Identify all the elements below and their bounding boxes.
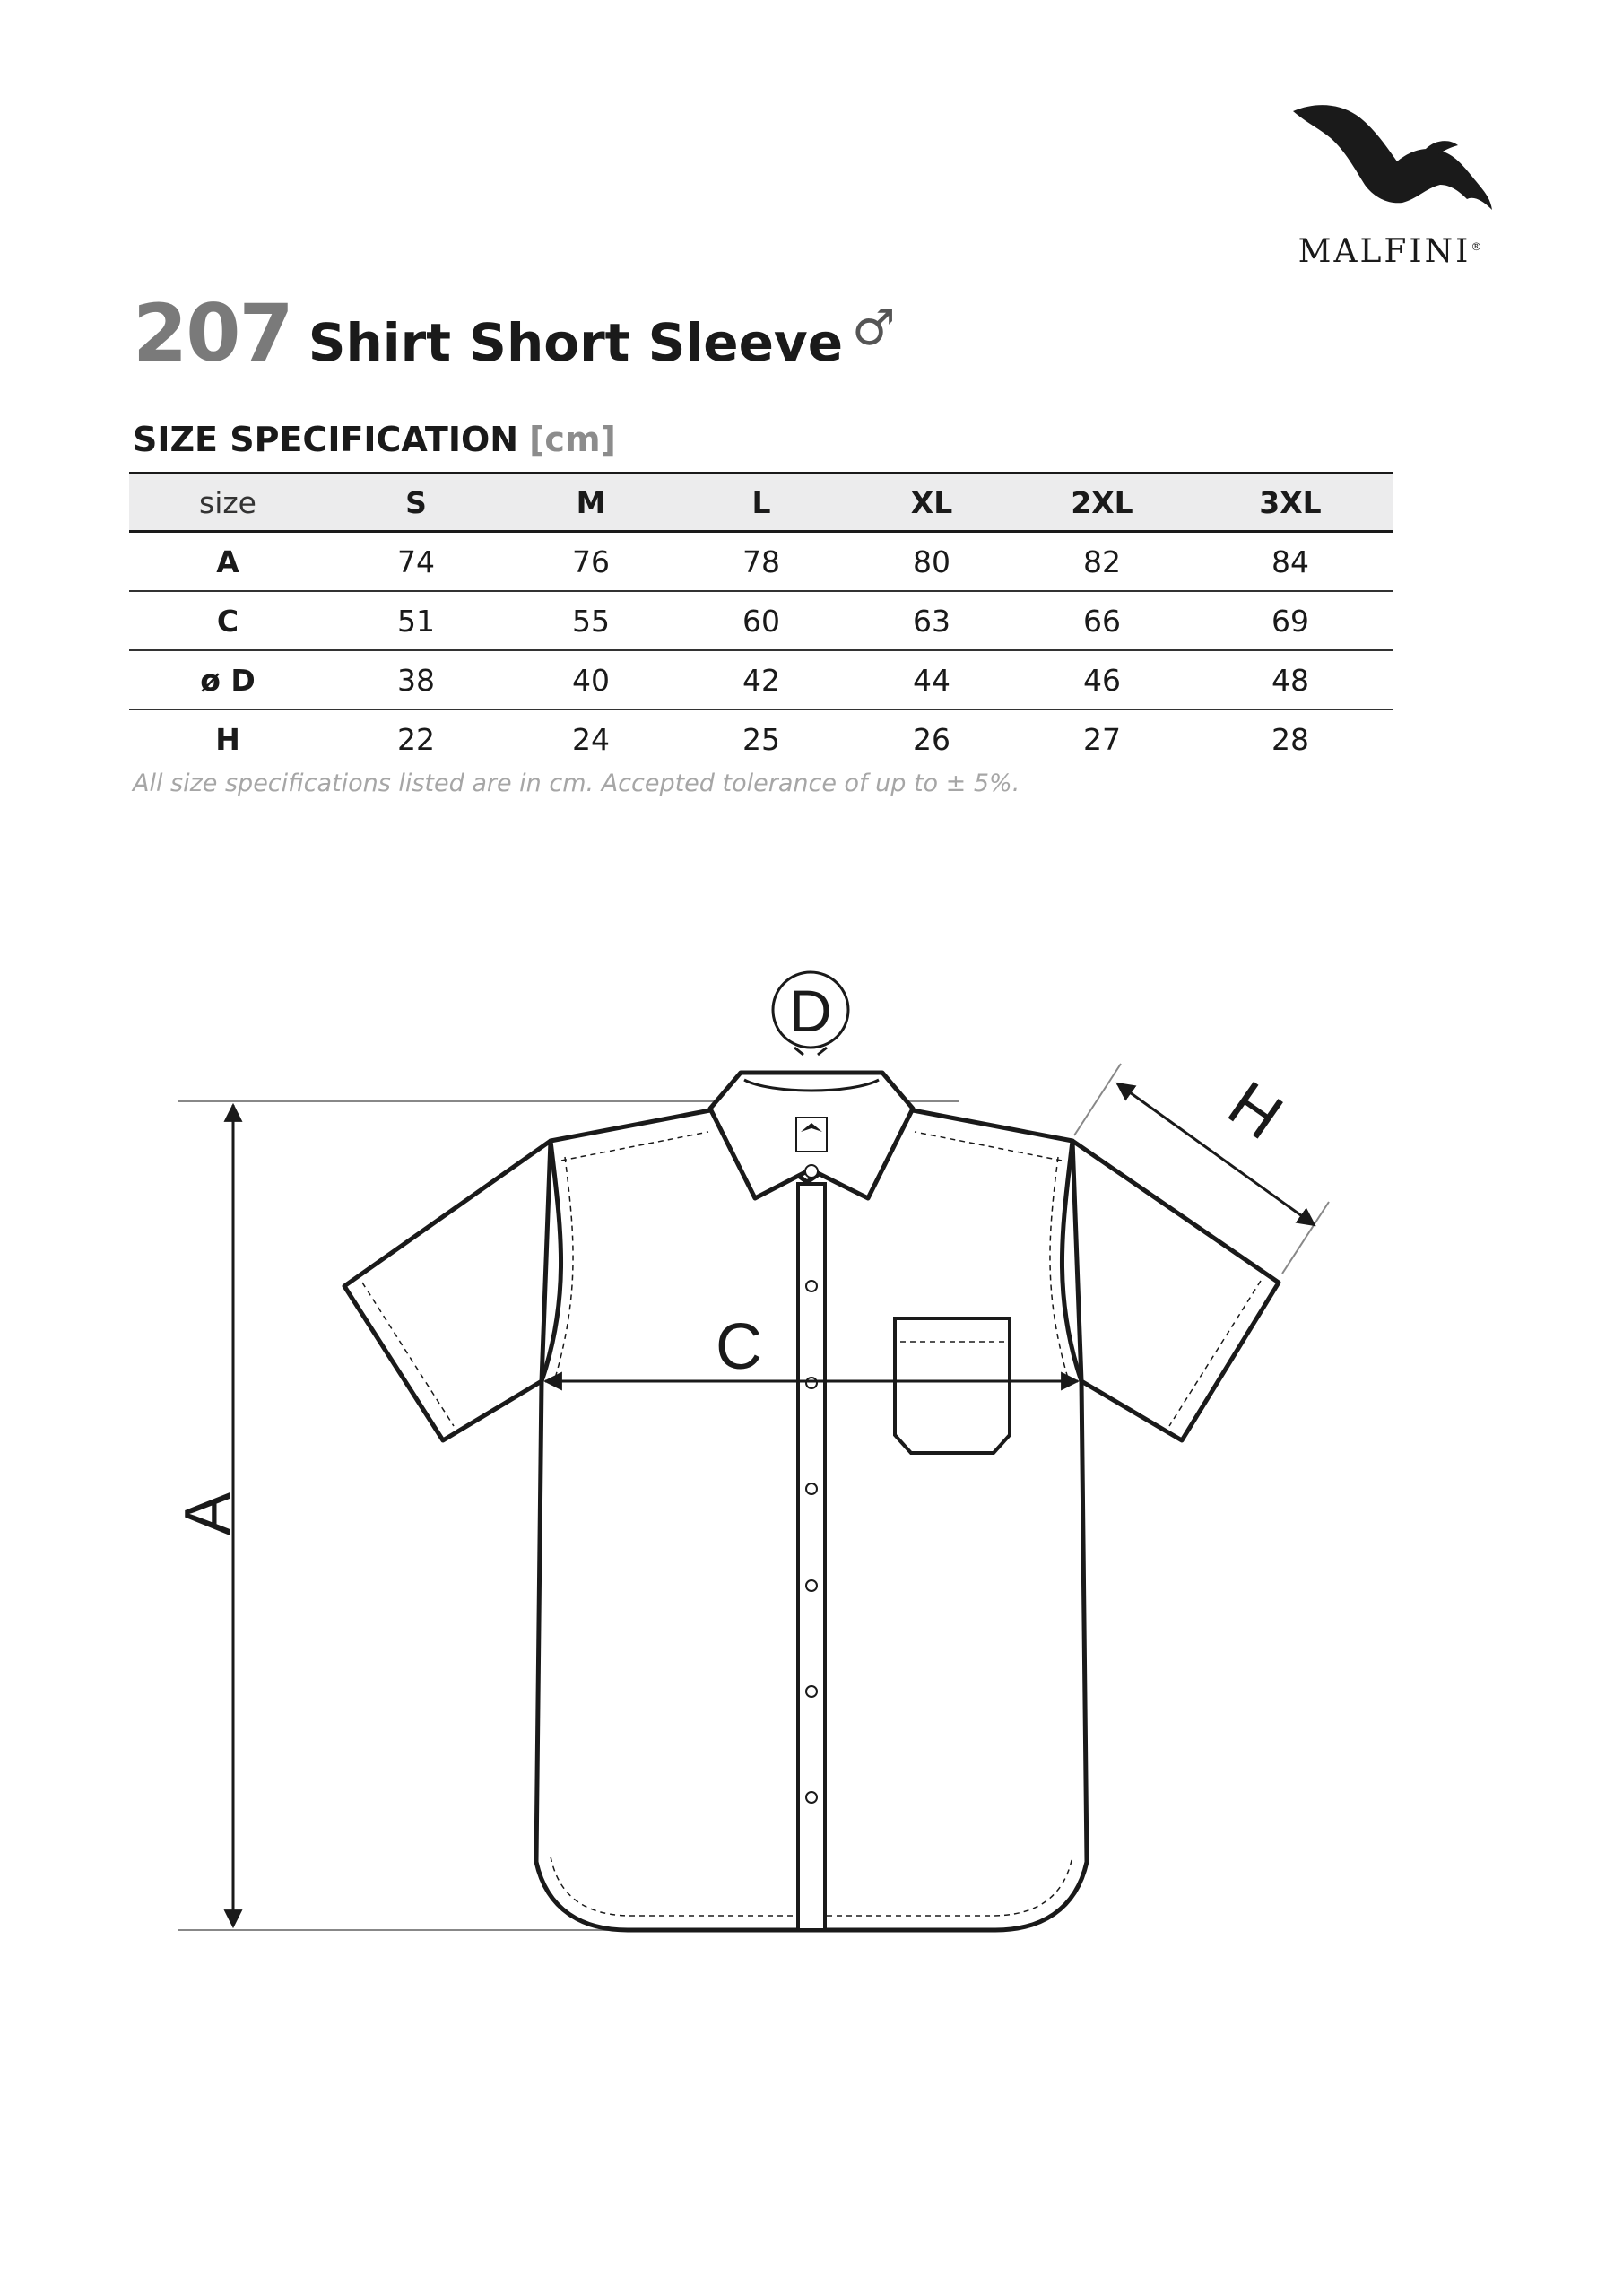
- table-cell: 42: [676, 650, 846, 709]
- table-cell: 66: [1017, 591, 1187, 650]
- table-cell: 69: [1187, 591, 1393, 650]
- chest-pocket: [895, 1318, 1010, 1453]
- row-label: H: [215, 721, 240, 757]
- size-header-cell: 3XL: [1259, 484, 1322, 520]
- table-cell: 51: [326, 591, 506, 650]
- brand-wordmark: MALFINI®: [1298, 233, 1482, 270]
- row-label: ø D: [129, 650, 326, 709]
- button: [806, 1792, 817, 1803]
- table-cell: 48: [1187, 650, 1393, 709]
- sleeve-guide-line: [1282, 1202, 1329, 1274]
- right-sleeve: [1072, 1141, 1279, 1440]
- button: [806, 1378, 817, 1388]
- spec-unit: [cm]: [529, 420, 616, 459]
- table-cell: 25: [742, 721, 780, 757]
- dimension-d-label: D: [789, 978, 832, 1044]
- size-header-label: size: [199, 484, 256, 520]
- table-cell: 40: [506, 650, 676, 709]
- size-header-cell: 2XL: [1071, 484, 1133, 520]
- placket: [798, 1184, 825, 1930]
- table-cell: 26: [913, 721, 950, 757]
- button: [806, 1686, 817, 1697]
- table-cell: 74: [326, 532, 506, 592]
- left-sleeve: [344, 1141, 551, 1440]
- size-header-cell: L: [751, 484, 771, 520]
- table-cell: 63: [846, 591, 1017, 650]
- table-cell: 78: [676, 532, 846, 592]
- table-cell: 60: [676, 591, 846, 650]
- row-label: A: [129, 532, 326, 592]
- table-cell: 80: [846, 532, 1017, 592]
- table-cell: 38: [326, 650, 506, 709]
- collar-tag: [796, 1118, 827, 1152]
- button: [805, 1165, 818, 1178]
- table-cell: 22: [397, 721, 435, 757]
- table-cell: 27: [1083, 721, 1121, 757]
- dimension-c-label: C: [716, 1311, 762, 1383]
- product-name: Shirt Short Sleeve: [308, 312, 844, 373]
- table-cell: 24: [572, 721, 610, 757]
- dimension-h-label: H: [1215, 1067, 1296, 1154]
- sleeve-guide-line: [1074, 1064, 1121, 1135]
- male-icon: ♂: [852, 300, 896, 356]
- button: [806, 1483, 817, 1494]
- table-cell: 82: [1017, 532, 1187, 592]
- size-header-cell: S: [405, 484, 427, 520]
- table-cell: 28: [1271, 721, 1309, 757]
- dimension-a-label: A: [172, 1492, 244, 1536]
- model-number: 207: [133, 287, 292, 379]
- spec-heading: SIZE SPECIFICATION [cm]: [133, 420, 616, 459]
- table-cell: 46: [1017, 650, 1187, 709]
- table-cell: 55: [506, 591, 676, 650]
- table-cell: 76: [506, 532, 676, 592]
- button: [806, 1580, 817, 1591]
- table-cell: 84: [1187, 532, 1393, 592]
- row-label: C: [129, 591, 326, 650]
- tolerance-note: All size specifications listed are in cm. Accepted tolerance of up to ± 5%.: [133, 770, 1020, 797]
- size-header-cell: M: [576, 484, 606, 520]
- table-cell: 44: [846, 650, 1017, 709]
- size-header-cell: XL: [910, 484, 953, 520]
- button: [806, 1281, 817, 1292]
